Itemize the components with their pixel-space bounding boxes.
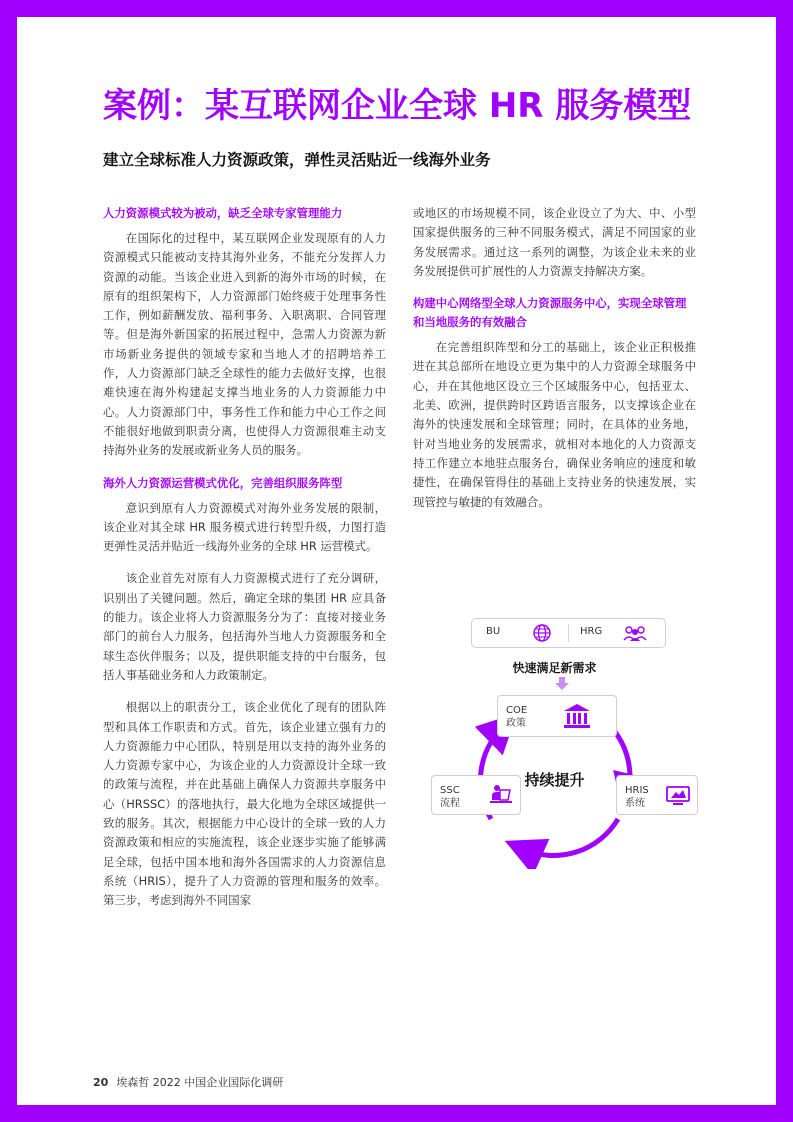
paragraph: 该企业首先对原有人力资源模式进行了充分调研，识别出了关键问题。然后，确定全球的集团 HR 应具备的能力。该企业将人力资源服务分为了：直接对接业务部门的前台人力服务，包括海外当地人力资源服务和全球生态伙伴服务；以及，提供职能支持的中台服务，包括人事基础业务和人力政策制定。 [103, 571, 386, 682]
publication-title: 埃森哲 2022 中国企业国际化调研 [116, 1076, 284, 1089]
left-column [103, 204, 386, 924]
quick-response-label: 快速满足新需求 [512, 661, 597, 675]
section-heading-passive-mode: 人力资源模式较为被动，缺乏全球专家管理能力 [103, 206, 343, 220]
hrg-label: HRG [580, 626, 603, 637]
continuous-improvement-label: 持续提升 [524, 771, 585, 789]
down-arrow-icon [554, 677, 570, 691]
hris-node [616, 775, 698, 815]
ssc-node [431, 775, 521, 815]
hris-sublabel: 系统 [625, 798, 645, 809]
paragraph: 意识到原有人力资源模式对海外业务发展的限制，该企业对其全球 HR 服务模式进行转型升级，力图打造更弹性灵活并贴近一线海外业务的全球 HR 运营模式。 [103, 500, 386, 554]
paragraph-continued: 或地区的市场规模不同，该企业设立了为大、中、小型国家提供服务的三种不同服务模式，满足不同国家的业务发展需求。通过这一系列的调整，为该企业未来的业务发展提供可扩展性的人力资源支持解决方案。 [413, 206, 696, 278]
person-laptop-icon [488, 782, 514, 808]
bu-hrg-box [471, 618, 666, 648]
hris-label: HRIS [625, 785, 649, 796]
divider [568, 624, 569, 642]
paragraph: 在国际化的过程中，某互联网企业发现原有的人力资源模式只能被动支持其海外业务，不能充分发挥人力资源的动能。当该企业进入到新的海外市场的时候，在原有的组织架构下，人力资源部门始终疲于处理事务性工作，例如薪酬发放、福利事务、入职离职、合同管理等。但是海外新国家的拓展过程中，急需人力资源为新市场新业务提供的领域专家和当地人才的招聘培养工作，人力资源部门缺乏全球性的能力去做好支撑，也很难快速在海外构建起支撑当地业务的人力资源能力中心。人力资源部门中，事务性工作和能力中心工作之间不能很好地做到职责分离，也使得人力资源很难主动支持海外业务的发展或新业务人员的服务。 [103, 231, 386, 458]
ssc-label: SSC [440, 785, 460, 796]
paragraph: 在完善组织阵型和分工的基础上，该企业正积极推进在其总部所在地设立更为集中的人力资源全球服务中心，并在其他地区设立三个区域服务中心，包括亚太、北美、欧洲，提供跨时区跨语言服务，以支撑该企业在海外的快速发展和全球管理；同时，在具体的业务地，针对当地业务的发展需求，就相对本地化的人力资源支持工作建立本地驻点服务台，确保业务响应的速度和敏捷性，在确保管得住的基础上支持业务的快速发展，实现管控与敏捷的有效融合。 [413, 340, 696, 509]
page-number: 20 [93, 1076, 109, 1089]
institution-icon [562, 702, 592, 730]
page-subtitle: 建立全球标准人力资源政策，弹性灵活贴近一线海外业务 [103, 151, 491, 169]
hr-service-model-diagram [413, 609, 696, 869]
coe-label: COE [506, 705, 528, 716]
ssc-sublabel: 流程 [440, 798, 460, 809]
coe-sublabel: 政策 [506, 718, 526, 729]
bu-label: BU [486, 626, 501, 637]
coe-node [497, 695, 617, 737]
monitor-icon [665, 782, 691, 808]
page [17, 17, 776, 1105]
paragraph: 根据以上的职责分工，该企业优化了现有的团队阵型和具体工作职责和方式。首先，该企业建立强有力的人力资源能力中心团队，特别是用以支持的海外业务的人力资源专家中心，为该企业的人力资源设计全球一致的政策与流程，并在此基础上确保人力资源共享服务中心（HRSSC）的落地执行，最大化地为全球区域提供一致的服务。其次，根据能力中心设计的全球一致的人力资源政策和相应的实施流程，该企业逐步实施了能够满足全球，包括中国本地和海外各国需求的人力资源信息系统（HRIS），提升了人力资源的管理和服务的效率。第三步，考虑到海外不同国家 [103, 700, 386, 908]
footer [93, 1074, 283, 1090]
cycle-arrows [413, 609, 696, 869]
section-heading-network-center: 构建中心网络型全球人力资源服务中心，实现全球管理和当地服务的有效融合 [413, 296, 687, 330]
globe-icon [532, 623, 552, 643]
section-heading-optimization: 海外人力资源运营模式优化，完善组织服务阵型 [103, 475, 343, 490]
page-title: 案例：某互联网企业全球 HR 服务模型 [103, 86, 692, 126]
people-icon [622, 623, 648, 643]
right-column [413, 204, 696, 525]
